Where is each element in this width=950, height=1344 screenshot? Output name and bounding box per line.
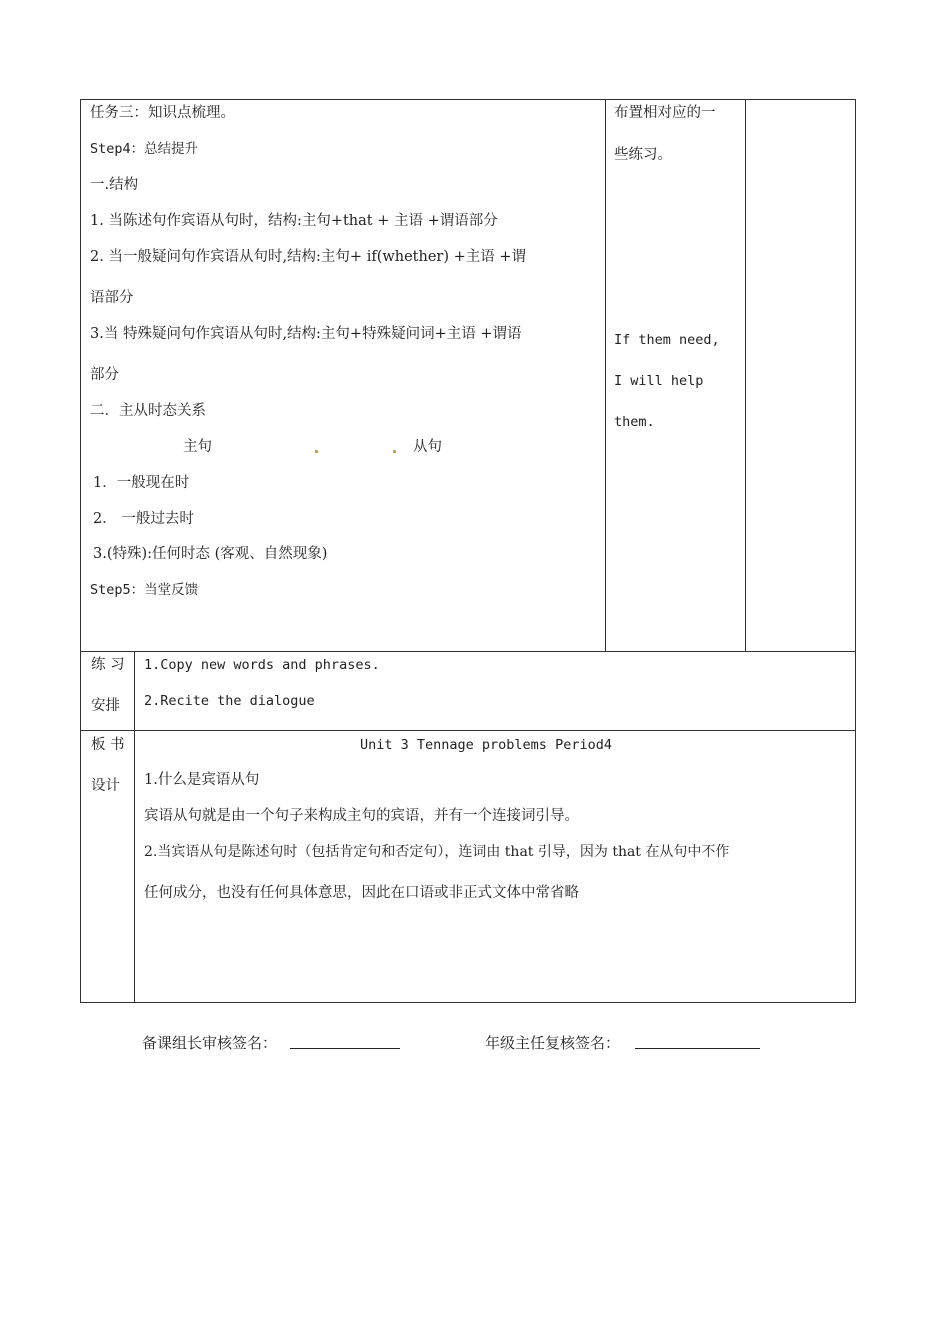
grade-director-signature-line[interactable] <box>635 1048 760 1049</box>
subordinate-clause-header: 从句 <box>413 439 442 455</box>
note-line-3: If them need, <box>614 332 720 348</box>
note-line-5: them. <box>614 414 655 430</box>
board-line-1: 1.什么是宾语从句 <box>144 772 260 788</box>
board-label-2: 设计 <box>91 778 120 794</box>
column-divider-notes-extra <box>745 99 746 652</box>
section2-title: 二．主从时态关系 <box>90 403 206 419</box>
structure-item-3: 3.当 特殊疑问句作宾语从句时,结构:主句+特殊疑问词+主语 +谓语 <box>90 326 522 342</box>
note-line-2: 些练习。 <box>614 147 672 163</box>
decorative-dot <box>393 450 396 453</box>
structure-item-1: 1. 当陈述句作宾语从句时，结构:主句+that + 主语 +谓语部分 <box>90 213 498 229</box>
board-line-2: 宾语从句就是由一个句子来构成主句的宾语，并有一个连接词引导。 <box>144 808 579 824</box>
step5-heading: Step5：当堂反馈 <box>90 582 199 598</box>
grade-director-signature-label: 年级主任复核签名： <box>485 1034 621 1052</box>
step4-heading: Step4：总结提升 <box>90 141 199 157</box>
group-leader-signature-line[interactable] <box>290 1048 400 1049</box>
decorative-dot <box>315 450 318 453</box>
tense-item-3: 3.(特殊):任何时态 (客观、自然现象) <box>93 546 328 562</box>
homework-item-2: 2.Recite the dialogue <box>144 693 315 709</box>
column-divider-content-notes <box>605 99 606 652</box>
board-label-1: 板 书 <box>91 737 125 753</box>
board-title: Unit 3 Tennage problems Period4 <box>360 737 612 753</box>
tense-item-1: 1．一般现在时 <box>93 475 190 491</box>
group-leader-signature-label: 备课组长审核签名： <box>142 1034 278 1052</box>
section1-title: 一.结构 <box>90 177 139 193</box>
structure-item-3-cont: 部分 <box>90 367 119 383</box>
row-divider-middle <box>80 730 856 731</box>
homework-label-2: 安排 <box>91 698 120 714</box>
homework-item-1: 1.Copy new words and phrases. <box>144 657 380 673</box>
board-line-4: 任何成分，也没有任何具体意思，因此在口语或非正式文体中常省略 <box>144 885 579 901</box>
homework-label-1: 练 习 <box>91 657 125 673</box>
board-line-3: 2.当宾语从句是陈述句时（包括肯定句和否定句），连词由 that 引导，因为 that 在从句中不作 <box>144 844 730 860</box>
note-line-1: 布置相对应的一 <box>614 105 716 121</box>
structure-item-2: 2. 当一般疑问句作宾语从句时,结构:主句+ if(whether) +主语 +谓 <box>90 249 527 265</box>
note-line-4: I will help <box>614 373 704 389</box>
tense-item-2: 2． 一般过去时 <box>93 511 194 527</box>
structure-item-2-cont: 语部分 <box>90 290 134 306</box>
column-divider-label <box>134 651 135 1003</box>
task-heading: 任务三：知识点梳理。 <box>90 105 235 121</box>
row-divider-top <box>80 651 856 652</box>
main-clause-header: 主句 <box>183 439 212 455</box>
